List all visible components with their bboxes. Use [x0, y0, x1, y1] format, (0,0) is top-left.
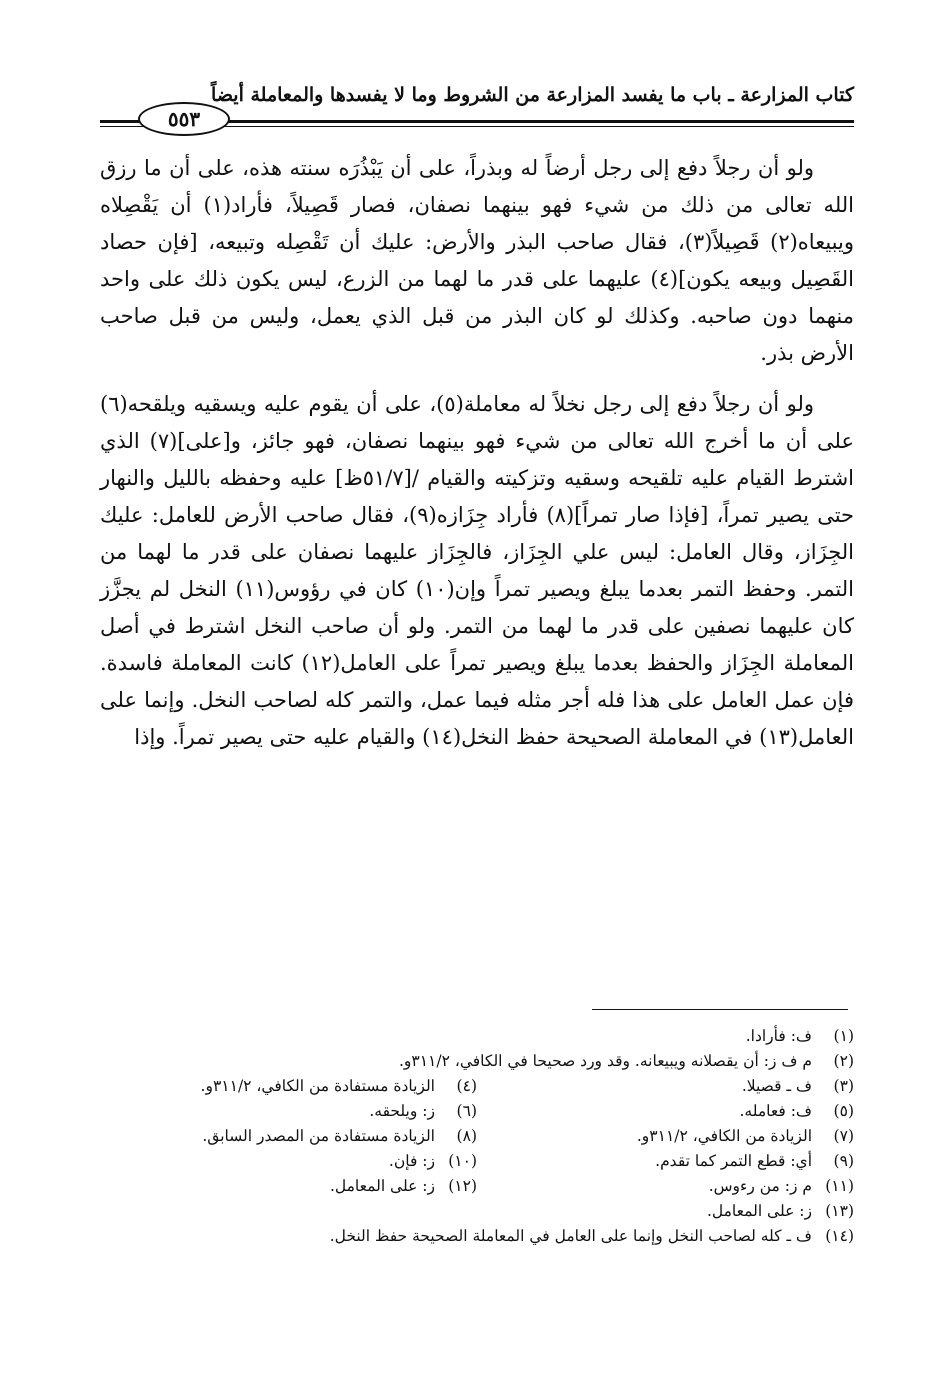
footnote-11 [477, 1174, 854, 1199]
footnote-row [100, 1149, 854, 1174]
paragraph-1: ولو أن رجلاً دفع إلى رجل أرضاً له وبذراً، على أن يَبْذُرَه سنته هذه، على أن ما رزق الله تعالى من ذلك من شيء فهو بينهما نصفان، فصار قَصِيلاً، فأراد(١) أن يَقْصِلاه ويبيعاه(٢) قَصِيلاً(٣)، فقال صاحب البذر والأرض: عليك أن تَقْصِله وتبيعه، [فإن حصاد القَصِيل وبيعه يكون](٤) عليهما على قدر ما لهما من الزرع، ليس يكون ذلك على واحد منهما دون صاحبه. وكذلك لو كان البذر من قبل الذي يعمل، وليس من قبل صاحب الأرض بذر. [100, 156, 854, 365]
footnote-text: الزيادة من الكافي، ٣١١/٢و. [636, 1127, 812, 1145]
footnote-12 [100, 1174, 477, 1199]
footnote-text: ز: على المعامل. [706, 1202, 812, 1220]
footnote-text: ف: فعامله. [739, 1102, 812, 1120]
footnote-text: م ز: من رءوس. [708, 1177, 812, 1195]
footnote-10 [100, 1149, 477, 1174]
footnote-number: (١٢) [448, 1177, 477, 1195]
footnote-number: (٩) [833, 1152, 854, 1170]
footnote-text: ز: فإن. [388, 1152, 435, 1170]
footnote-7 [477, 1124, 854, 1149]
footnote-row [100, 1124, 854, 1149]
footnote-9 [477, 1149, 854, 1174]
footnote-number: (١١) [825, 1177, 854, 1195]
footnote-text: أي: قطع التمر كما تقدم. [655, 1152, 812, 1170]
footnote-text: ز: ويلحقه. [369, 1102, 435, 1120]
footnote-5 [477, 1099, 854, 1124]
footnote-number: (٧) [833, 1127, 854, 1145]
footnote-text: م ف ز: أن يقصلانه ويبيعانه. وقد ورد صحيحا في الكافي، ٣١١/٢و. [398, 1052, 812, 1070]
footnote-number: (٤) [456, 1077, 477, 1095]
footnote-number: (٥) [833, 1102, 854, 1120]
footnote-number: (٣) [833, 1077, 854, 1095]
footnote-text: ز: على المعامل. [329, 1177, 435, 1195]
footnote-number: (٢) [833, 1052, 854, 1070]
footnote-number: (١٠) [448, 1152, 477, 1170]
footnote-13 [100, 1199, 854, 1224]
page-header [100, 80, 854, 131]
main-text [100, 150, 854, 980]
footnote-row [100, 1199, 854, 1224]
footnote-row [100, 1049, 854, 1074]
footnote-text: ف ـ كله لصاحب النخل وإنما على العامل في المعاملة الصحيحة حفظ النخل. [329, 1227, 812, 1245]
footnote-8 [100, 1124, 477, 1149]
footnote-3 [477, 1074, 854, 1099]
footnotes [100, 1024, 854, 1324]
footnote-text: الزيادة مستفادة من الكافي، ٣١١/٢و. [200, 1077, 435, 1095]
footnote-2 [100, 1049, 854, 1074]
footnote-4 [100, 1074, 477, 1099]
footnote-row [100, 1174, 854, 1199]
footnote-14 [100, 1224, 854, 1249]
footnote-text: ف: فأرادا. [745, 1027, 812, 1045]
footnote-separator [592, 1009, 848, 1010]
footnote-text: الزيادة مستفادة من المصدر السابق. [202, 1127, 435, 1145]
footnote-number: (١٤) [825, 1227, 854, 1245]
footnote-text: ف ـ قصيلا. [741, 1077, 812, 1095]
paragraph-2: ولو أن رجلاً دفع إلى رجل نخلاً له معاملة(٥)، على أن يقوم عليه ويسقيه ويلقحه(٦) على أن ما أخرج الله تعالى من شيء فهو بينهما نصفان، فهو جائز، و[على](٧) الذي اشترط القيام عليه تلقيحه وسقيه وتزكيته والقيام /[٥١/٧ظ] عليه وحفظه بالليل والنهار حتى يصير تمراً، [فإذا صار تمراً](٨) فأراد جِزَازه(٩)، فقال صاحب الأرض للعامل: عليك الجِزَاز، وقال العامل: ليس علي الجِزَاز، فالجِزَاز عليهما نصفان على قدر ما لهما من التمر. وحفظ التمر بعدما يبلغ ويصير تمراً وإن(١٠) كان في رؤوس(١١) النخل لم يجزَّز كان عليهما نصفين على قدر ما لهما من التمر. ولو أن صاحب النخل اشترط في أصل المعاملة الجِزَاز والحفظ بعدما يبلغ ويصير تمراً على العامل(١٢) كانت المعاملة فاسدة. فإن عمل العامل على هذا فله أجر مثله فيما عمل، والتمر كله لصاحب النخل. وإنما على العامل(١٣) في المعاملة الصحيحة حفظ النخل(١٤) والقيام عليه حتى يصير تمراً. وإذا [100, 392, 855, 749]
footnote-row [100, 1074, 854, 1099]
footnote-number: (٦) [456, 1102, 477, 1120]
footnote-number: (١٣) [825, 1202, 854, 1220]
footnote-number: (٨) [456, 1127, 477, 1145]
footnote-row [100, 1024, 854, 1049]
footnote-number: (١) [833, 1027, 854, 1045]
page-number: ٥٥٣ [138, 102, 230, 136]
footnote-6 [100, 1099, 477, 1124]
footnote-row [100, 1224, 854, 1249]
footnote-row [100, 1099, 854, 1124]
running-title: كتاب المزارعة ـ باب ما يفسد المزارعة من الشروط وما لا يفسدها والمعاملة أيضاً [211, 84, 854, 106]
footnote-1 [100, 1024, 854, 1049]
